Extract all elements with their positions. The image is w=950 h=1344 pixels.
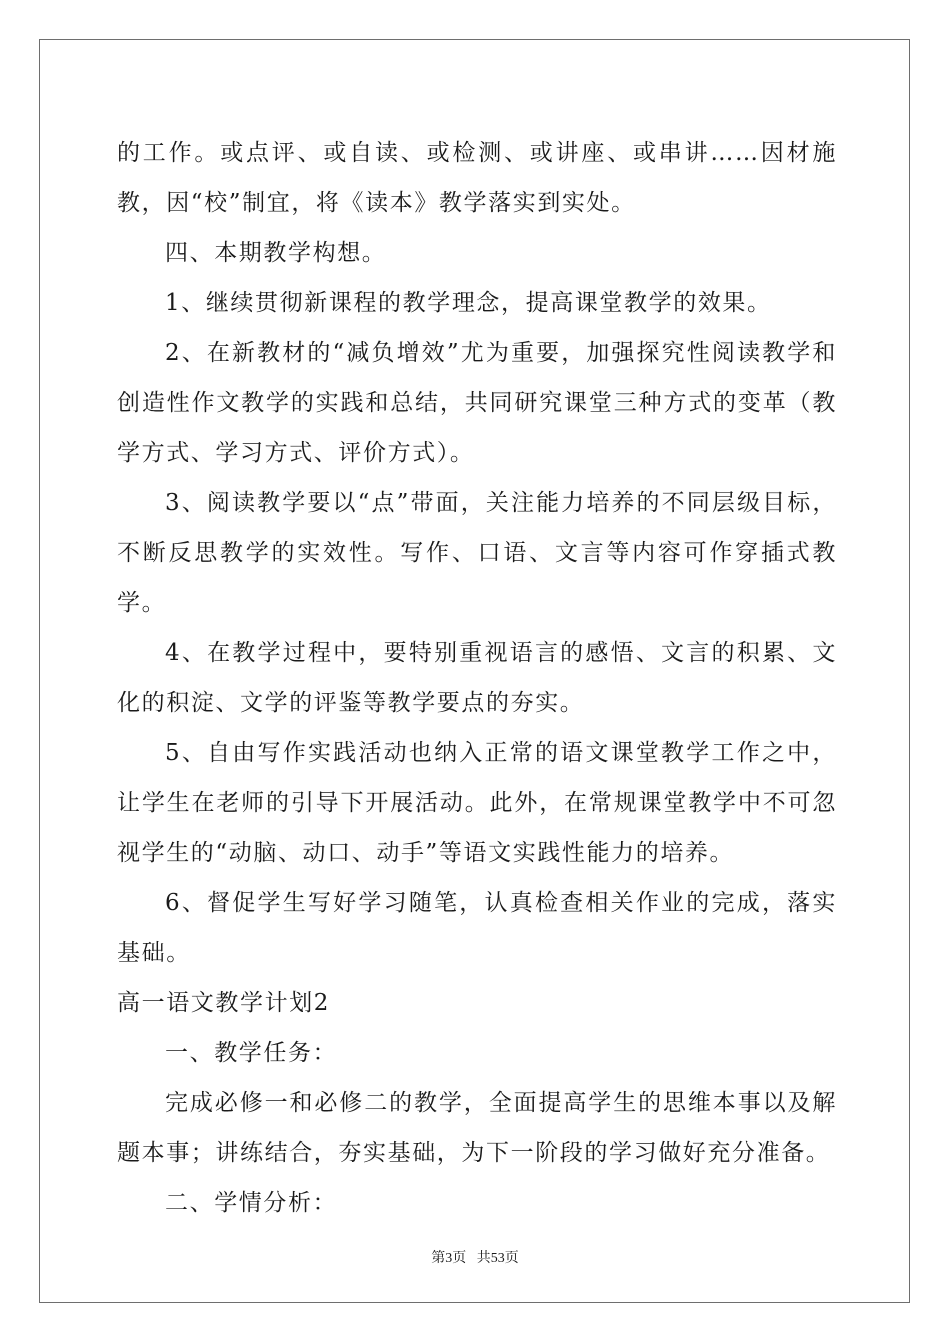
section-heading: 四、本期教学构想。	[165, 240, 387, 266]
section-heading: 一、教学任务：	[165, 1040, 338, 1066]
page-number: 第3页	[431, 1251, 467, 1266]
paragraph: 1、继续贯彻新课程的教学理念，提高课堂教学的效果。	[165, 290, 772, 316]
paragraph: 的工作。或点评、或自读、或检测、或讲座、或串讲……因材施教，因“校”制宜，将《读本》教学落实到实处。	[117, 140, 837, 216]
paragraph: 完成必修一和必修二的教学，全面提高学生的思维本事以及解题本事；讲练结合，夯实基础，为下一阶段的学习做好充分准备。	[117, 1090, 837, 1166]
paragraph: 2、在新教材的“减负增效”尤为重要，加强探究性阅读教学和创造性作文教学的实践和总结，共同研究课堂三种方式的变革（教学方式、学习方式、评价方式）。	[117, 340, 837, 466]
paragraph: 3、阅读教学要以“点”带面，关注能力培养的不同层级目标，不断反思教学的实效性。写作、口语、文言等内容可作穿插式教学。	[117, 490, 837, 616]
paragraph: 4、在教学过程中，要特别重视语言的感悟、文言的积累、文化的积淀、文学的评鉴等教学要点的夯实。	[117, 640, 837, 716]
page-footer	[0, 1247, 950, 1267]
document-title: 高一语文教学计划2	[117, 990, 331, 1016]
section-heading: 二、学情分析：	[165, 1190, 338, 1216]
document-body	[117, 128, 837, 1228]
paragraph: 5、自由写作实践活动也纳入正常的语文课堂教学工作之中，让学生在老师的引导下开展活动。此外，在常规课堂教学中不可忽视学生的“动脑、动口、动手”等语文实践性能力的培养。	[117, 740, 837, 866]
paragraph: 6、督促学生写好学习随笔，认真检查相关作业的完成，落实基础。	[117, 890, 837, 966]
page-total: 共53页	[476, 1251, 519, 1266]
